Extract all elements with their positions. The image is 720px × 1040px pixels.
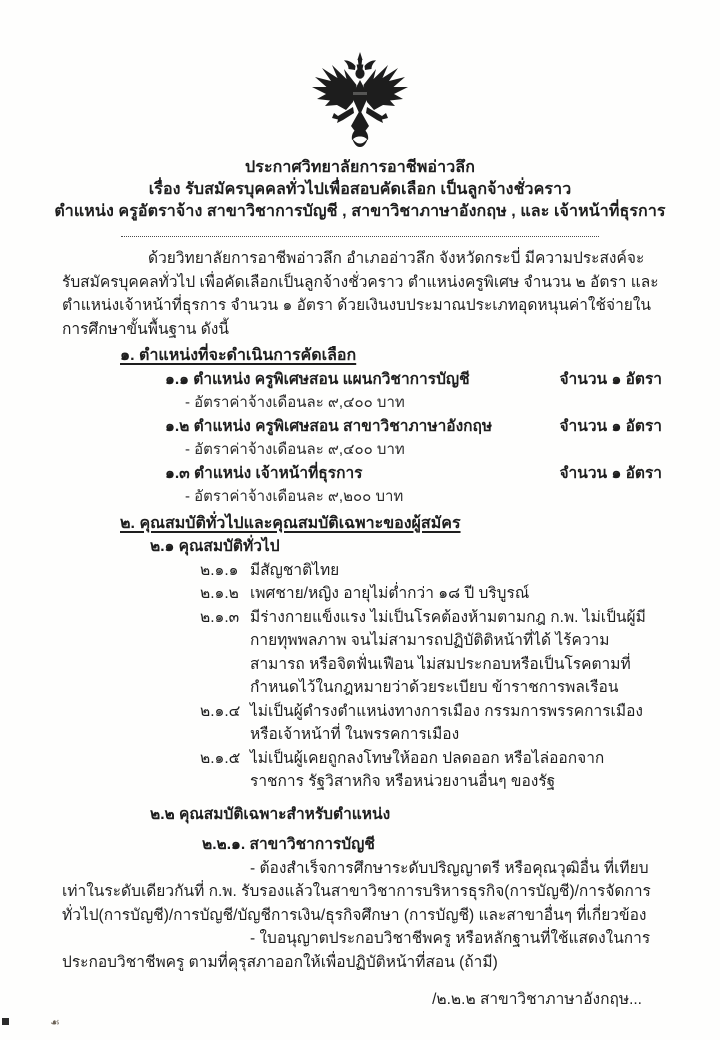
position-title: ๑.๒ ตำแหน่ง ครูพิเศษสอน สาขาวิชาภาษาอังกฤษ bbox=[165, 417, 493, 435]
qualification-text: เพศชาย/หญิง อายุไม่ต่ำกว่า ๑๘ ปี บริบูรณ์ bbox=[250, 585, 530, 602]
position-title: ๑.๑ ตำแหน่ง ครูพิเศษสอน แผนกวิชาการบัญชี bbox=[165, 370, 470, 388]
qualification-item bbox=[200, 582, 650, 606]
qualification-number: ๒.๑.๕ bbox=[200, 749, 241, 767]
position-count: จำนวน ๑ อัตรา bbox=[559, 464, 662, 482]
section2-heading: ๒. คุณสมบัติทั่วไปและคุณสมบัติเฉพาะของผู้สมัคร bbox=[120, 514, 461, 532]
position-rate: - อัตราค่าจ้างเดือนละ ๙,๔๐๐ บาท bbox=[185, 394, 405, 411]
announcement-positions: ตำแหน่ง ครูอัตราจ้าง สาขาวิชาการบัญชี , สาขาวิชาภาษาอังกฤษ , และ เจ้าหน้าที่ธุรการ bbox=[54, 203, 666, 220]
announcement-subject: เรื่อง รับสมัครบุคคลทั่วไปเพื่อสอบคัดเลือก เป็นลูกจ้างชั่วคราว bbox=[148, 181, 572, 198]
specific-qualifications-heading: ๒.๒ คุณสมบัติเฉพาะสำหรับตำแหน่ง bbox=[150, 805, 391, 823]
dotted-divider bbox=[121, 236, 599, 237]
position-row bbox=[165, 368, 662, 392]
position-rate: - อัตราค่าจ้างเดือนละ ๙,๔๐๐ บาท bbox=[185, 441, 405, 458]
section1-heading: ๑. ตำแหน่งที่จะดำเนินการคัดเลือก bbox=[120, 347, 357, 364]
emblem-container bbox=[0, 0, 720, 149]
position-row bbox=[165, 415, 662, 439]
qualification-text: มีร่างกายแข็งแรง ไม่เป็นโรคต้องห้ามตามกฎ ก.พ. ไม่เป็นผู้มีกายทุพพลภาพ จนไม่สามารถปฏิบัติติหน้าที่ได้ ไร้ความสามารถ หรือจิตฟั่นเฟือน ไม่สมประกอบหรือเป็นโรคตามที่ กำหนดไว้ในกฎหมายว่าด้วยระเบียบ ข้าราชการพลเรือน bbox=[250, 608, 646, 696]
announcement-title-block bbox=[0, 157, 720, 223]
position-count: จำนวน ๑ อัตรา bbox=[559, 370, 662, 388]
accounting-field-heading: ๒.๒.๑. สาขาวิชาการบัญชี bbox=[202, 836, 375, 853]
qualification-item bbox=[200, 747, 650, 794]
teaching-license-paragraph: - ใบอนุญาตประกอบวิชาชีพครู หรือหลักฐานที่ใช้แสดงในการประกอบวิชาชีพครู ตามที่คุรุสภาออกให้เพื่อปฏิบัติหน้าที่สอน (ถ้ามี) bbox=[62, 930, 651, 971]
general-qualifications-heading: ๒.๑ คุณสมบัติทั่วไป bbox=[150, 538, 280, 555]
garuda-emblem-icon bbox=[308, 52, 412, 148]
position-count: จำนวน ๑ อัตรา bbox=[559, 417, 662, 435]
accounting-requirement-paragraph: - ต้องสำเร็จการศึกษาระดับปริญญาตรี หรือคุณวุฒิอื่น ที่เทียบเท่าในระดับเดียวกันที่ ก.พ. รับรองแล้วในสาขาวิชาการบริหารธุรกิจ(การบัญชี)/การจัดการทั่วไป(การบัญชี)/การบัญชี/บัญชีการเงิน/ธุรกิจศึกษา (การบัญชี) และสาขาอื่นๆ ที่เกี่ยวข้อง bbox=[62, 859, 651, 924]
qualification-item bbox=[200, 606, 650, 700]
qualification-number: ๒.๑.๔ bbox=[200, 702, 241, 720]
intro-paragraph: ด้วยวิทยาลัยการอาชีพอ่าวลึก อำเภออ่าวลึก จังหวัดกระบี่ มีความประสงค์จะรับสมัครบุคคลทั่วไป เพื่อคัดเลือกเป็นลูกจ้างชั่วคราว ตำแหน่งครูพิเศษ จำนวน ๒ อัตรา และ ตำแหน่งเจ้าหน้าที่ธุรการ จำนวน ๑ อัตรา ด้วยเงินงบประมาณประเภทอุดหนุนค่าใช้จ่ายในการศึกษาขั้นพื้นฐาน ดังนี้ bbox=[62, 250, 659, 338]
position-row bbox=[165, 462, 662, 486]
scan-artifact-square bbox=[2, 1018, 9, 1025]
qualification-number: ๒.๑.๒ bbox=[200, 585, 239, 602]
qualification-number: ๒.๑.๑ bbox=[200, 561, 239, 579]
position-rate: - อัตราค่าจ้างเดือนละ ๙,๒๐๐ บาท bbox=[185, 488, 404, 505]
announcement-issuer: ประกาศวิทยาลัยการอาชีพอ่าวลึก bbox=[245, 159, 475, 176]
qualification-text: มีสัญชาติไทย bbox=[250, 561, 340, 579]
position-title: ๑.๓ ตำแหน่ง เจ้าหน้าที่ธุรการ bbox=[165, 464, 363, 482]
qualification-number: ๒.๑.๓ bbox=[200, 608, 240, 626]
qualification-text: ไม่เป็นผู้ดำรงตำแหน่งทางการเมือง กรรมการพรรคการเมือง หรือเจ้าหน้าที่ ในพรรคการเมือง bbox=[250, 702, 643, 743]
qualification-item bbox=[200, 559, 650, 583]
qualification-item bbox=[200, 700, 650, 747]
next-page-reference: /๒.๒.๒ สาขาวิชาภาษาอังกฤษ... bbox=[432, 991, 642, 1008]
qualification-text: ไม่เป็นผู้เคยถูกลงโทษให้ออก ปลดออก หรือไล่ออกจากราชการ รัฐวิสาหกิจ หรือหน่วยงานอื่นๆ ของรัฐ bbox=[250, 749, 605, 790]
scan-artifact-mark: ☙ bbox=[50, 1017, 60, 1029]
